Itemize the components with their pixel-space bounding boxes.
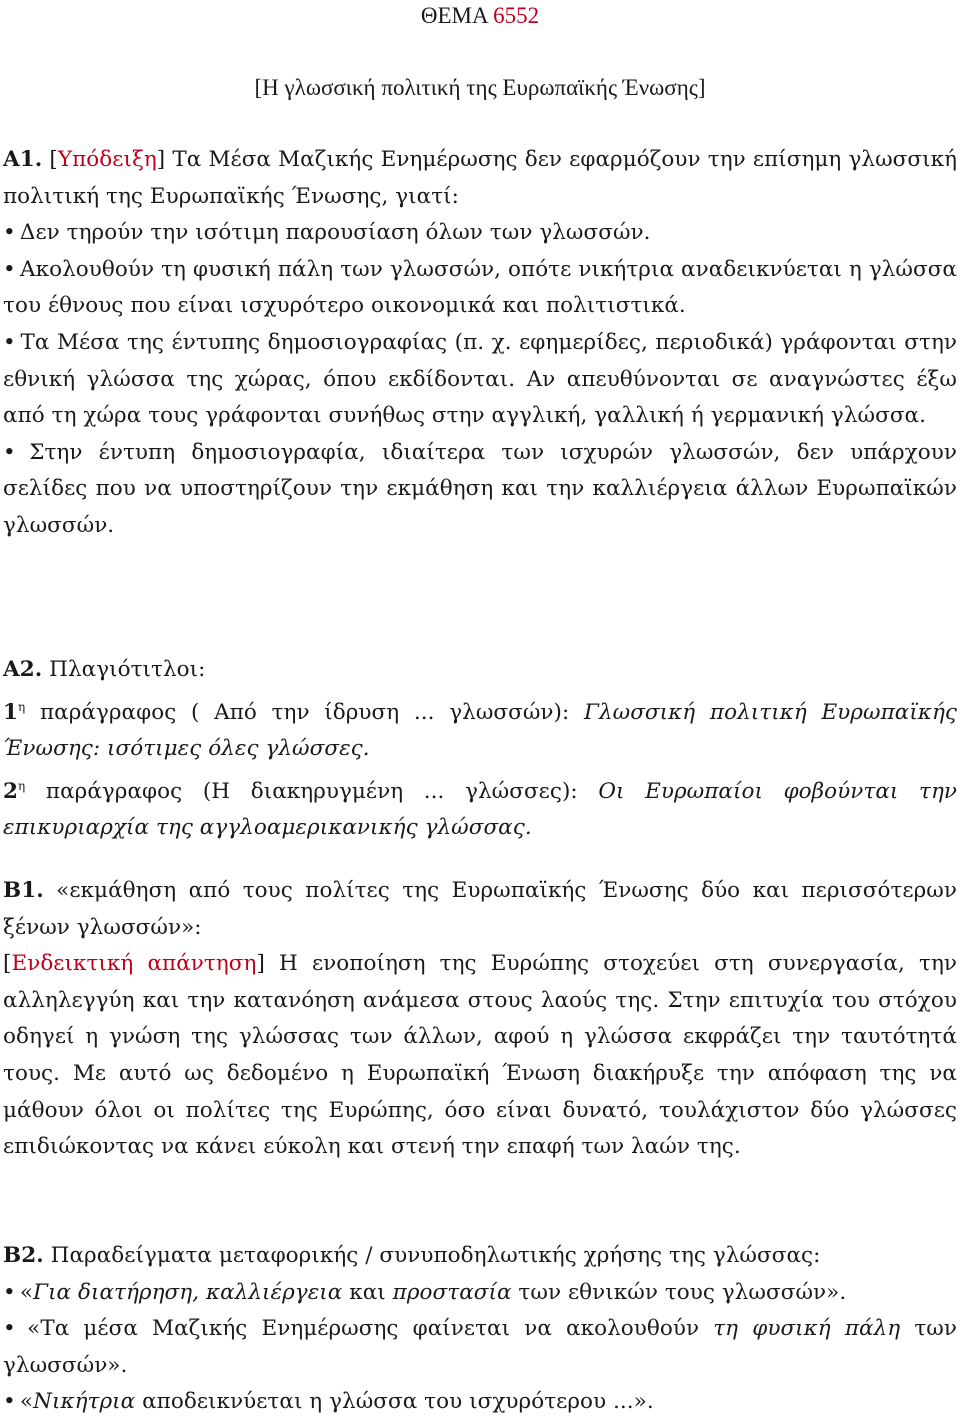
section-a2 <box>3 652 957 847</box>
section-b1 <box>3 873 957 1166</box>
b1-answer-close: ] <box>256 951 265 977</box>
bullet-icon: • <box>3 1389 16 1415</box>
a2-p1-superscript: η <box>18 699 26 714</box>
bullet-icon: • <box>3 256 16 282</box>
a2-p2-number: 2 <box>3 778 19 804</box>
b2-e3-text: αποδεικνύεται η γλώσσα του ισχυρότερου ...». <box>135 1389 654 1415</box>
a2-heading-text: Πλαγιότιτλοι: <box>42 657 206 682</box>
b2-e1-italic-1: Για διατήρηση, καλλιέργεια <box>33 1279 343 1305</box>
b1-answer-label: Ενδεικτική απάντηση <box>11 951 257 977</box>
a1-hint: Υπόδειξη <box>57 147 157 172</box>
a1-intro-text: Τα Μέσα Μαζικής Ενημέρωσης δεν εφαρμόζουν την επίσημη γλωσσική πολιτική της Ευρωπαϊκής Ένωσης, γιατί: <box>3 147 958 209</box>
a1-bullet <box>3 252 957 325</box>
b2-e3-open: « <box>19 1389 34 1415</box>
b2-e2-italic: τη φυσική πάλη <box>713 1316 901 1342</box>
document-subtitle: [Η γλωσσική πολιτική της Ευρωπαϊκής Ένωσης] <box>254 75 706 100</box>
a1-bullet-text: Στην έντυπη δημοσιογραφία, ιδιαίτερα των ισχυρών γλωσσών, δεν υπάρχουν σελίδες που να υποστηρίζουν την εκμάθηση και την καλλιέργεια άλλων Ευρωπαϊκών γλωσσών. <box>3 439 957 538</box>
b2-e1-open: « <box>19 1279 34 1305</box>
bullet-icon: • <box>3 1279 16 1305</box>
a1-bullet <box>3 215 957 252</box>
bullet-icon: • <box>3 439 16 465</box>
b2-e3-italic: Νικήτρια <box>33 1389 136 1415</box>
b2-e2-text-1: «Τα μέσα Μαζικής Ενημέρωσης φαίνεται να ακολουθούν <box>27 1316 714 1342</box>
bullet-icon: • <box>3 329 16 355</box>
a2-p1-number: 1 <box>3 699 19 725</box>
a2-p1-reference: παράγραφος ( Από την ίδρυση ... γλωσσών): <box>25 699 584 725</box>
a1-bullet-text: Ακολουθούν τη φυσική πάλη των γλωσσών, οπότε νικήτρια αναδεικνύεται η γλώσσα του έθνους που είναι ισχυρότερο οικονομικά και πολιτιστικά. <box>3 256 957 319</box>
b2-e1-italic-2: προστασία <box>392 1279 512 1305</box>
bullet-icon: • <box>3 1316 16 1342</box>
b1-label: Β1. <box>3 878 44 903</box>
a2-paragraph-2 <box>3 768 957 847</box>
theme-number: 6552 <box>493 3 540 28</box>
section-b2 <box>3 1238 957 1421</box>
b2-e1-text-2: των εθνικών τους γλωσσών». <box>511 1279 847 1305</box>
a1-hint-open: [ <box>49 147 58 172</box>
a1-bullet-text: Δεν τηρούν την ισότιμη παρουσίαση όλων των γλωσσών. <box>19 220 651 246</box>
b2-example <box>3 1384 957 1421</box>
a1-label: Α1. <box>3 147 43 172</box>
b1-answer-text: Η ενοποίηση της Ευρώπης στοχεύει στη συνεργασία, την αλληλεγγύη και την κατανόηση ανάμεσα στους λαούς της. Στην επιτυχία του στόχου οδηγεί η γνώση της γλώσσας των άλλων, αφού η γλώσσα εκφράζει την ταυτότητά τους. Με αυτό ως δεδομένο η Ευρωπαϊκή Ένωση διακήρυξε την απόφαση της να μάθουν όλοι οι πολίτες της Ευρώπης, όσο είναι δυνατό, τουλάχιστον δύο γλώσσες επιδιώκοντας να κάνει εύκολη και στενή την επαφή των λαών της. <box>3 951 958 1160</box>
a2-p2-superscript: η <box>18 778 26 793</box>
b1-quote: «εκμάθηση από τους πολίτες της Ευρωπαϊκής Ένωσης δύο και περισσότερων ξένων γλωσσών»: <box>3 878 957 940</box>
b1-answer <box>3 946 957 1166</box>
section-a1 <box>3 142 957 545</box>
a2-label: Α2. <box>3 657 43 682</box>
a2-paragraph-1 <box>3 689 957 768</box>
a1-bullet-text: Τα Μέσα της έντυπης δημοσιογραφίας (π. χ. εφημερίδες, περιοδικά) γράφονται στην εθνική γλώσσα της χώρας, όπου εκδίδονται. Αν απευθύνονται σε αναγνώστες έξω από τη χώρα τους γράφονται συνήθως στην αγγλική, γαλλική ή γερμανική γλώσσα. <box>3 329 957 429</box>
b2-example <box>3 1311 957 1384</box>
b1-answer-open: [ <box>3 951 12 977</box>
a2-heading <box>3 652 957 689</box>
b2-heading <box>3 1238 957 1275</box>
bullet-icon: • <box>3 220 16 246</box>
a2-p1-title: Γλωσσική πολιτική Ευρωπαϊκής Ένωσης: ισότιμες όλες γλώσσες. <box>3 699 957 762</box>
b2-example <box>3 1275 957 1312</box>
a1-bullet <box>3 325 957 435</box>
a1-intro <box>3 142 957 215</box>
b1-question <box>3 873 957 946</box>
b2-e2-text-2: των γλωσσών». <box>3 1316 958 1378</box>
b2-label: Β2. <box>3 1243 44 1268</box>
a1-bullet <box>3 435 957 545</box>
a2-p2-title: Οι Ευρωπαίοι φοβούνται την επικυριαρχία της αγγλοαμερικανικής γλώσσας. <box>3 778 958 841</box>
a1-hint-close: ] <box>156 147 166 172</box>
a2-p2-reference: παράγραφος (Η διακηρυγμένη ... γλώσσες): <box>25 778 599 804</box>
b2-heading-text: Παραδείγματα μεταφορικής / συνυποδηλωτικής χρήσης της γλώσσας: <box>43 1243 821 1268</box>
theme-prefix: ΘΕΜΑ <box>420 3 494 28</box>
theme-title <box>0 3 960 29</box>
b2-e1-text-1: και <box>342 1279 393 1305</box>
